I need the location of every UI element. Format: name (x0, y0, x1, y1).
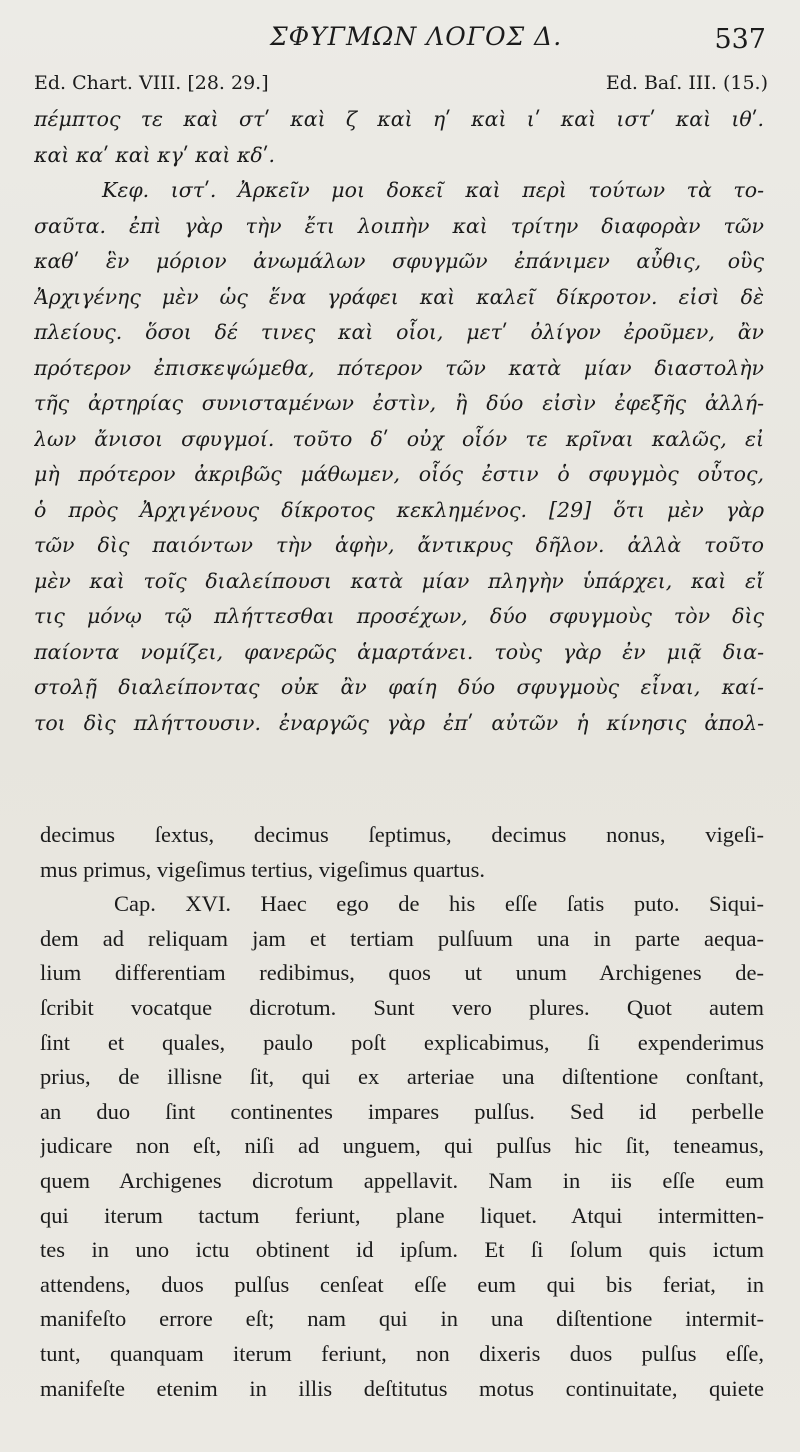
latin-line: ſint et quales, paulo poſt explicabimus, ſi expenderimus (40, 1029, 764, 1055)
greek-line: στολῇ διαλείποντας οὐκ ἂν φαίη δύο σφυγμοὺς εἶναι, καί- (34, 675, 764, 699)
greek-line: σαῦτα. ἐπὶ γὰρ τὴν ἔτι λοιπὴν καὶ τρίτην διαφορὰν τῶν (34, 213, 764, 238)
greek-text-block (34, 102, 764, 741)
running-head: ΣΦΥΓΜΩΝ ΛΟΓΟΣ Δ. (270, 22, 563, 51)
latin-line: tunt, quanquam iterum feriunt, non dixeris duos pulſus eſſe, (40, 1340, 764, 1366)
latin-line: decimus ſextus, decimus ſeptimus, decimus nonus, vigeſi- (40, 822, 764, 847)
latin-line: mus primus, vigeſimus tertius, vigeſimus quartus. (40, 856, 485, 882)
edition-reference-right: Ed. Baſ. III. (15.) (605, 72, 768, 94)
latin-line: prius, de illisne ſit, qui ex arteriae una diſtentione conſtant, (40, 1064, 764, 1090)
greek-line: πλείους. ὅσοι δέ τινες καὶ οἷοι, μετʹ ὀλίγον ἐροῦμεν, ἂν (34, 320, 764, 344)
latin-line: dem ad reliquam jam et tertiam pulſuum una in parte aequa- (40, 925, 764, 951)
greek-line: λων ἄνισοι σφυγμοί. τοῦτο δʹ οὐχ οἷόν τε κρῖναι καλῶς, εἰ (34, 426, 764, 451)
latin-text-block (40, 818, 764, 1406)
latin-line: qui iterum tactum feriunt, plane liquet. Atqui intermitten- (40, 1202, 764, 1228)
greek-line: Ἀρχιγένης μὲν ὡς ἕνα γράφει καὶ καλεῖ δίκροτον. εἰσὶ δὲ (34, 284, 764, 309)
greek-line: τῶν δὶς παιόντων τὴν ἁφὴν, ἄντικρυς δῆλον. ἀλλὰ τοῦτο (34, 533, 764, 557)
latin-line: manifeſto errore eſt; nam qui in una diſtentione intermit- (40, 1306, 764, 1332)
latin-line: judicare non eſt, niſi ad unguem, qui pulſus hic ſit, teneamus, (40, 1133, 764, 1159)
latin-line: an duo ſint continentes impares pulſus. Sed id perbelle (40, 1098, 764, 1124)
latin-line: lium differentiam redibimus, quos ut unum Archigenes de- (40, 960, 764, 986)
greek-line: Κεφ. ιστʹ. Ἀρκεῖν μοι δοκεῖ καὶ περὶ τούτων τὰ το- (102, 178, 764, 202)
greek-line: παίοντα νομίζει, φανερῶς ἁμαρτάνει. τοὺς γὰρ ἐν μιᾷ δια- (34, 639, 764, 664)
latin-line: Cap. XVI. Haec ego de his eſſe ſatis puto. Siqui- (114, 891, 764, 917)
greek-line: ὁ πρὸς Ἀρχιγένους δίκροτος κεκλημένος. [29] ὅτι μὲν γὰρ (34, 497, 764, 522)
greek-line: τις μόνῳ τῷ πλήττεσθαι προσέχων, δύο σφυγμοὺς τὸν δὶς (34, 604, 764, 628)
greek-line: τῆς ἀρτηρίας συνισταμένων ἐστὶν, ἢ δύο εἰσὶν ἐφεξῆς ἀλλή- (34, 391, 764, 415)
greek-line: μὲν καὶ τοῖς διαλείπουσι κατὰ μίαν πληγὴν ὑπάρχει, καὶ εἴ (34, 568, 764, 593)
latin-line: attendens, duos pulſus cenſeat eſſe eum qui bis feriat, in (40, 1271, 764, 1297)
edition-reference-left: Ed. Chart. VIII. [28. 29.] (34, 72, 269, 94)
greek-line: καὶ καʹ καὶ κγʹ καὶ κδʹ. (34, 142, 275, 167)
greek-line: τοι δὶς πλήττουσιν. ἐναργῶς γὰρ ἐπʹ αὐτῶν ἡ κίνησις ἀπολ- (34, 710, 764, 735)
page-number: 537 (714, 24, 766, 55)
latin-line: manifeſte etenim in illis deſtitutus motus continuitate, quiete (40, 1375, 764, 1401)
latin-line: tes in uno ictu obtinent id ipſum. Et ſi ſolum quis ictum (40, 1237, 764, 1263)
latin-line: quem Archigenes dicrotum appellavit. Nam in iis eſſe eum (40, 1167, 764, 1193)
greek-line: πέμπτος τε καὶ στʹ καὶ ζ καὶ ηʹ καὶ ιʹ καὶ ιστʹ καὶ ιθʹ. (34, 107, 764, 131)
greek-line: μὴ πρότερον ἀκριβῶς μάθωμεν, οἷός ἐστιν ὁ σφυγμὸς οὗτος, (34, 462, 764, 486)
greek-line: καθʹ ἓν μόριον ἀνωμάλων σφυγμῶν ἐπάνιμεν αὖθις, οὓς (34, 249, 764, 273)
latin-line: ſcribit vocatque dicrotum. Sunt vero plures. Quot autem (40, 994, 764, 1020)
greek-line: πρότερον ἐπισκεψώμεθα, πότερον τῶν κατὰ μίαν διαστολὴν (34, 355, 764, 380)
